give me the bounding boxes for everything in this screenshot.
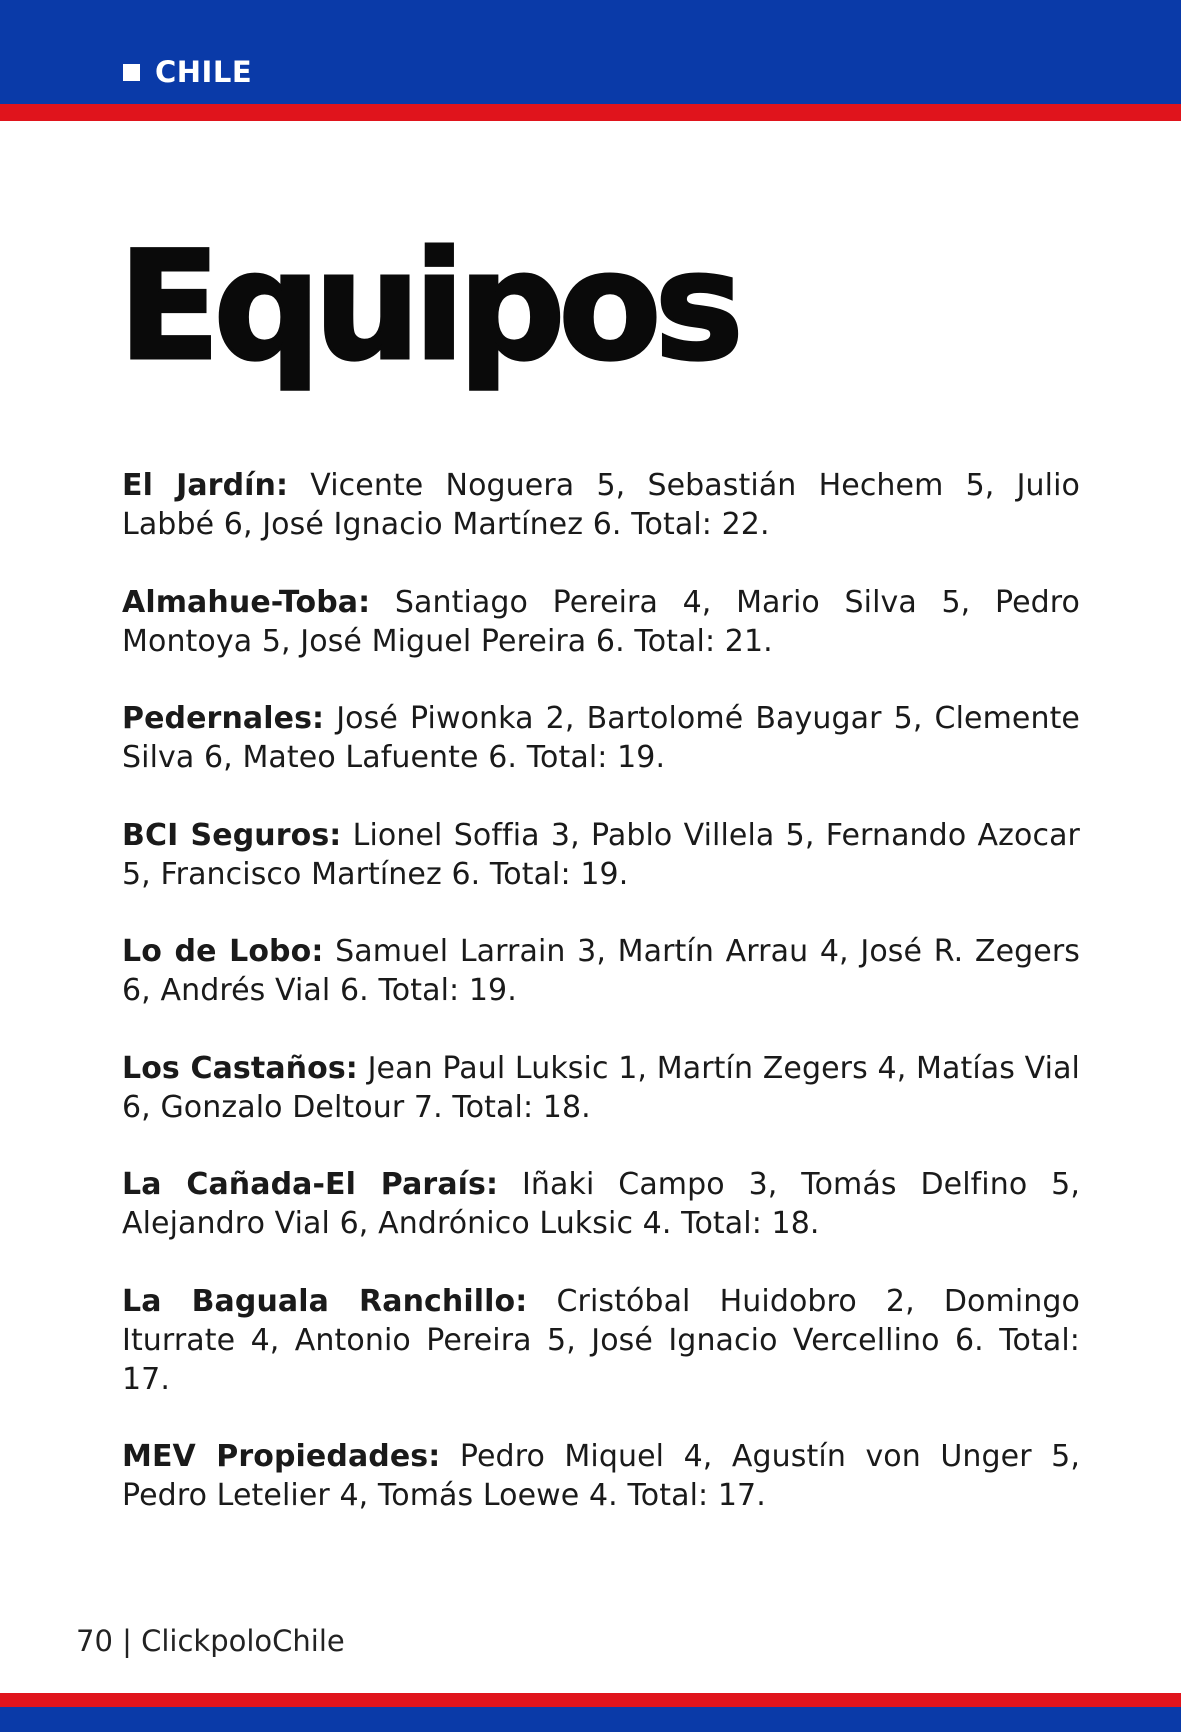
team-name: La Baguala Ranchillo:	[122, 1283, 528, 1319]
team-total: Total: 19.	[378, 973, 517, 1008]
team-list	[122, 466, 1080, 1554]
team-total: Total: 18.	[681, 1206, 820, 1241]
team-players: Vicente Noguera 5, Sebastián Hechem 5, Julio Labbé 6, José Ignacio Martínez 6.	[122, 468, 1080, 542]
square-icon	[123, 64, 140, 81]
team-entry	[122, 1437, 1080, 1515]
team-entry	[122, 583, 1080, 661]
team-entry	[122, 932, 1080, 1010]
team-name: Los Castaños:	[122, 1050, 358, 1086]
team-entry	[122, 466, 1080, 544]
team-total: Total: 19.	[526, 740, 666, 775]
team-players: Samuel Larrain 3, Martín Arrau 4, José R. Zegers 6, Andrés Vial 6.	[122, 934, 1080, 1008]
team-players: Cristóbal Huidobro 2, Domingo Iturrate 4, Antonio Pereira 5, José Ignacio Vercellino 6.	[122, 1283, 1080, 1358]
footer-band	[0, 1707, 1181, 1732]
team-players: Santiago Pereira 4, Mario Silva 5, Pedro Montoya 5, José Miguel Pereira 6.	[122, 584, 1080, 659]
team-total: Total: 17.	[627, 1478, 766, 1513]
team-entry	[122, 816, 1080, 894]
team-total: Total: 17.	[122, 1322, 1080, 1397]
header-stripe	[0, 104, 1181, 121]
team-entry	[122, 1282, 1080, 1399]
team-name: BCI Seguros:	[122, 817, 342, 853]
section-tag	[123, 52, 252, 92]
team-total: Total: 22.	[631, 507, 770, 542]
page-title: Equipos	[118, 220, 737, 394]
team-name: Lo de Lobo:	[122, 934, 324, 969]
team-total: Total: 21.	[634, 623, 773, 659]
page-footer: 70 | ClickpoloChile	[76, 1624, 345, 1658]
team-entry	[122, 1165, 1080, 1243]
team-total: Total: 18.	[452, 1089, 591, 1125]
team-entry	[122, 1049, 1080, 1127]
team-players: Lionel Soffia 3, Pablo Villela 5, Fernando Azocar 5, Francisco Martínez 6.	[122, 817, 1080, 892]
team-total: Total: 19.	[489, 856, 629, 892]
team-players: Iñaki Campo 3, Tomás Delfino 5, Alejandro Vial 6, Andrónico Luksic 4.	[122, 1167, 1080, 1241]
team-name: Pedernales:	[122, 701, 325, 736]
team-players: Jean Paul Luksic 1, Martín Zegers 4, Matías Vial 6, Gonzalo Deltour 7.	[122, 1050, 1080, 1125]
team-players: Pedro Miquel 4, Agustín von Unger 5, Pedro Letelier 4, Tomás Loewe 4.	[122, 1439, 1080, 1513]
team-name: El Jardín:	[122, 468, 289, 503]
team-players: José Piwonka 2, Bartolomé Bayugar 5, Clemente Silva 6, Mateo Lafuente 6.	[122, 701, 1080, 775]
team-name: La Cañada-El Paraís:	[122, 1167, 499, 1202]
team-name: MEV Propiedades:	[122, 1439, 441, 1474]
footer-stripe	[0, 1693, 1181, 1707]
team-name: Almahue-Toba:	[122, 584, 371, 620]
team-entry	[122, 699, 1080, 777]
section-label: CHILE	[155, 55, 253, 89]
